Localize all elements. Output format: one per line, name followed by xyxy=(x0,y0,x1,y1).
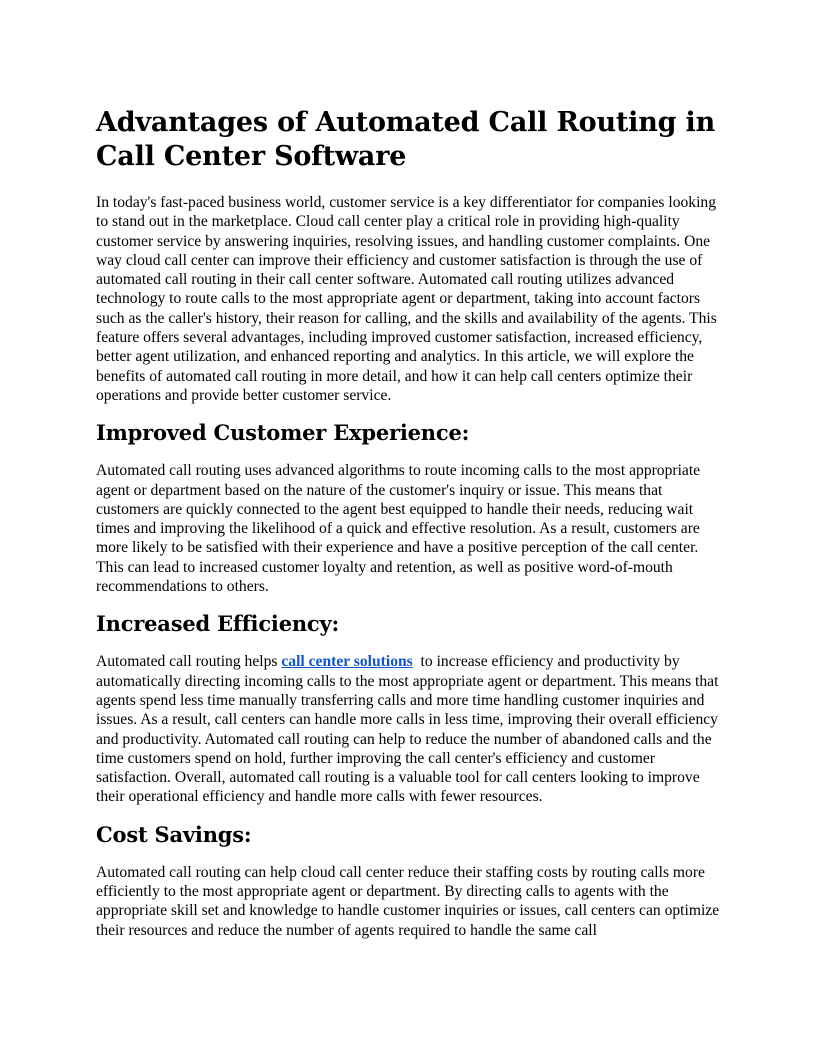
call-center-solutions-link[interactable]: call center solutions xyxy=(281,653,413,671)
paragraph-cost-savings: Automated call routing can help cloud call center reduce their staffing costs by routing calls more efficiently to the most appropriate agent or department. By directing calls to agents with the appropriate skill set and knowledge to handle customer inquiries or issues, call centers can optimize their resources and reduce the number of agents required to handle the same call xyxy=(96,863,720,939)
paragraph-increased-efficiency xyxy=(96,652,723,806)
heading-customer-experience: Improved Customer Experience: xyxy=(96,420,470,446)
efficiency-text-start: Automated call routing helps xyxy=(96,653,282,671)
heading-increased-efficiency: Increased Efficiency: xyxy=(96,611,340,637)
heading-cost-savings: Cost Savings: xyxy=(96,821,252,847)
article-title: Advantages of Automated Call Routing in Call Center Software xyxy=(96,107,716,172)
document-page xyxy=(96,106,723,940)
efficiency-text-rest: to increase efficiency and productivity by automatically directing incoming calls to the most appropriate agent or department. This means that agents spend less time manually transferring calls and more time handling customer inquiries and issues. As a result, call centers can handle more calls in less time, improving their overall efficiency and productivity. Automated call routing can help to reduce the number of abandoned calls and the time customers spend on hold, further improving the call center's efficiency and customer satisfaction. Overall, automated call routing is a valuable tool for call centers looking to improve their operational efficiency and handle more calls with fewer resources. xyxy=(96,653,723,806)
paragraph-customer-experience: Automated call routing uses advanced algorithms to route incoming calls to the most appropriate agent or department based on the nature of the customer's inquiry or issue. This means that customers are quickly connected to the agent best equipped to handle their needs, reducing wait times and improving the likelihood of a quick and effective resolution. As a result, customers are more likely to be satisfied with their experience and have a positive perception of the call center. This can lead to increased customer loyalty and retention, as well as positive word-of-mouth recommendations to others. xyxy=(96,462,701,596)
intro-paragraph: In today's fast-paced business world, customer service is a key differentiator for companies looking to stand out in the marketplace. Cloud call center play a critical role in providing high-quality customer service by answering inquiries, resolving issues, and handling customer complaints. One way cloud call center can improve their efficiency and customer satisfaction is through the use of automated call routing in their call center software. Automated call routing utilizes advanced technology to route calls to the most appropriate agent or department, taking into account factors such as the caller's history, their reason for calling, and the skills and availability of the agents. This feature offers several advantages, including improved customer satisfaction, increased efficiency, better agent utilization, and enhanced reporting and analytics. In this article, we will explore the benefits of automated call routing in more detail, and how it can help call centers optimize their operations and provide better customer service. xyxy=(96,194,717,404)
